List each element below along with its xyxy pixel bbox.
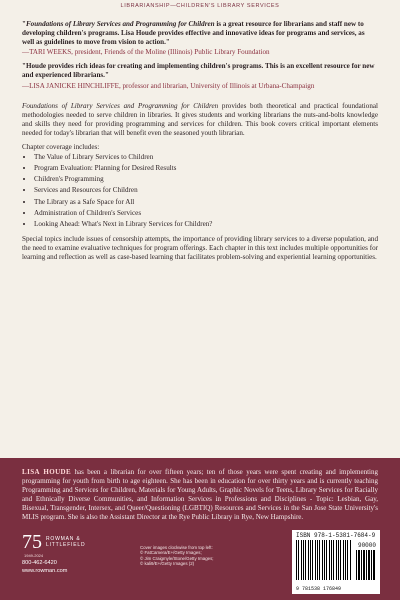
anniversary-75-logo: 75 [22,531,42,553]
publisher-name-top: ROWMAN & [46,536,81,542]
quote-1-text: is a great resource for librarians and staff new to developing children's programs. Lisa Houde provides effective and innovative ideas for programs and services, as well as guidelines to move from vision to action." [22,20,365,47]
publisher-phone: 800-462-6420 [22,560,57,566]
credit-line: Cover images clockwise from top left: [140,545,213,550]
chapter-item: • Program Evaluation: Planning for Desired Results [34,164,378,173]
credit-line: © kali9/E+/Getty Images (2) [140,561,195,567]
chapter-list [22,153,378,229]
description-body: provides both theoretical and practical foundational methodologies needed to serve children in libraries. It gives students and working librarians the nuts-and-bolts knowledge and skills they need for providing programming and services for children. This book covers critical important elements needed for today's librarian that will benefit even the seasoned youth librarian. [22,101,378,137]
special-topics: Special topics include issues of censorship attempts, the importance of providing library services to a diverse population, and the need to examine evaluative techniques for program offerings. Each chapter in this text includes multiple opportunities for learning and reflection as well as case-based learning that facilitates problem-solving and experiential learning opportunities. [22,234,378,261]
chapters-label: Chapter coverage includes: [22,143,100,152]
author-name: LISA HOUDE [22,468,72,476]
barcode-digits: 9 781538 176849 [296,586,342,592]
quote-1-title: Foundations of Library Services and Programming for Children [25,20,215,28]
price-code: 90000 [357,542,376,549]
image-credits [140,545,280,567]
isbn-barcode [292,530,380,594]
quote-2-attribution: —LISA JANICKE HINCHLIFFE, professor and librarian, University of Illinois at Urbana-Champaign [22,81,315,90]
publisher-logo [22,532,112,552]
quote-1 [22,20,378,57]
quote-1-open: " [22,20,26,28]
quote-1-attribution: —TARI WEEKS, president, Friends of the Moline (Illinois) Public Library Foundation [22,48,270,57]
cover-text [22,20,378,267]
isbn-number: ISBN 978-1-5381-7684-9 [296,532,376,539]
author-bio [22,468,378,522]
credit-line: © FatCamera/E+/Getty Images; [140,550,202,556]
description-title: Foundations of Library Services and Programming for Children [22,101,219,110]
chapter-item: • Children's Programming [34,175,378,184]
category-header: LIBRARIANSHIP—CHILDREN'S LIBRARY SERVICES [120,3,280,9]
publisher-years: 1949-2024 [24,553,44,558]
price-barcode-bars [356,550,376,580]
barcode-bars [296,540,352,580]
publisher-wordmark [42,536,85,548]
chapter-item: • The Value of Library Services to Children [34,153,378,162]
author-bio-text: has been a librarian for over fifteen years; ten of those years were spent creating and implementing programming for youth from birth to age eighteen. She has been in education for over thirty years and is currently teaching Programming and Services for Children, Materials for Young Adults, Graphic Novels for Teens, Library Services for Racially and Ethnically Diverse Communities, and Information Services in Professions and Disciplines - Topic: Lesbian, Gay, Bisexual, Transgender, Intersex, and Queer/Questioning (LGBTIQ) Resources and Services in the San Jose State University's MLIS program. She is also the Assistant Director at the Rye Public Library in Rye, New Hampshire. [22,468,378,521]
description [22,102,378,138]
credit-line: © Jim Craigmyle/Stone/Getty Images; [140,555,214,561]
quote-2-text: "Houde provides rich ideas for creating and implementing children's programs. This is an excellent resource for new and experienced librarians." [22,62,375,80]
quote-2 [22,62,378,90]
chapter-item: • Administration of Children's Services [34,209,378,218]
publisher-name-bottom: LITTLEFIELD [46,542,86,548]
chapter-item: • Looking Ahead: What's Next in Library Services for Children? [34,220,378,229]
chapter-item: • Services and Resources for Children [34,186,378,195]
publisher-url: www.rowman.com [22,568,68,574]
chapter-item: • The Library as a Safe Space for All [34,198,378,207]
publisher-block [22,532,112,592]
